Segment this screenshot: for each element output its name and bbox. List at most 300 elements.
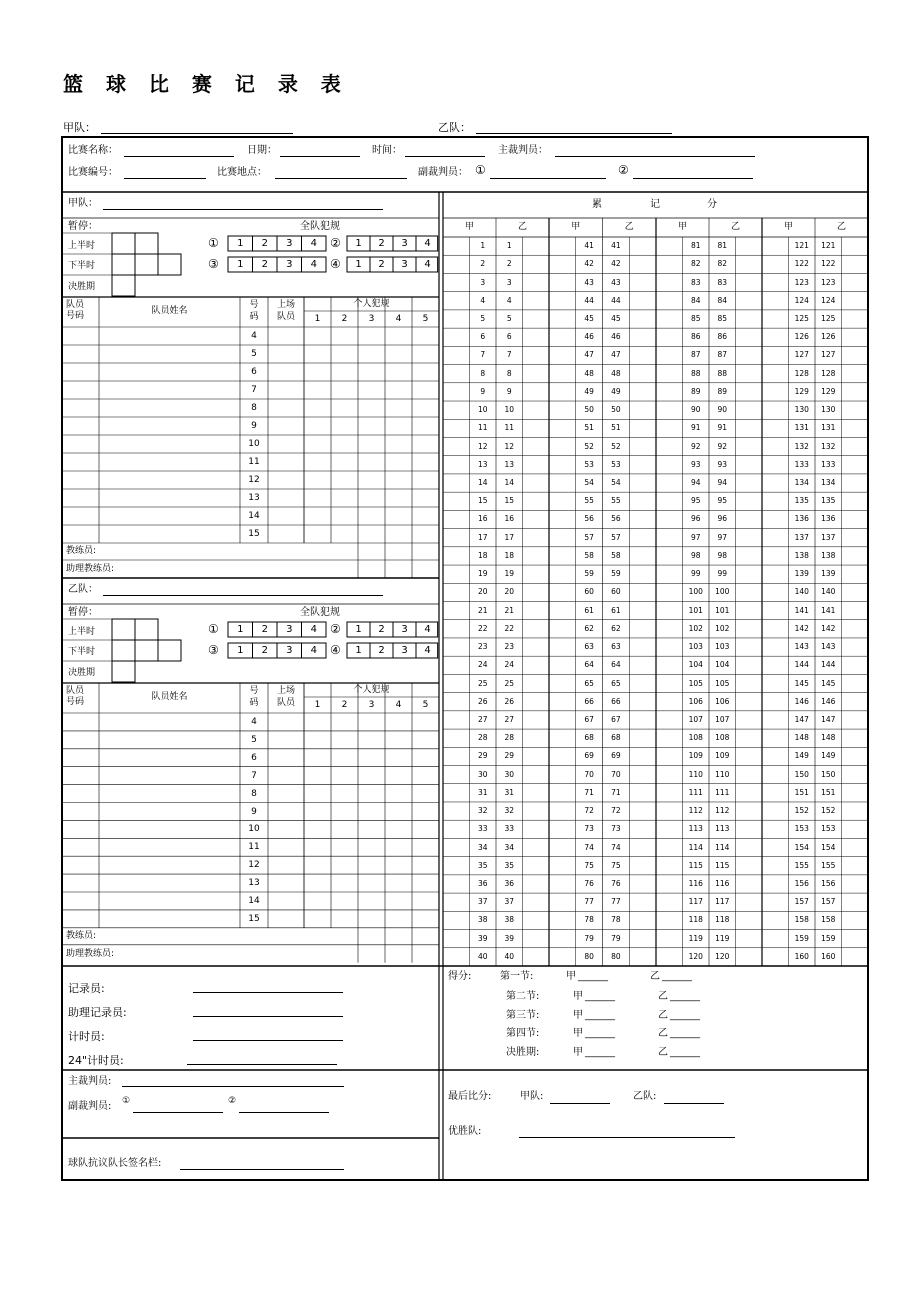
score-cell-b: 97 (717, 532, 728, 542)
score-cell-a: 117 (688, 897, 703, 907)
score-cell-a: 30 (477, 769, 488, 779)
score-cell-b: 6 (506, 332, 512, 342)
team-b-personal-foul-header: 2 (341, 700, 348, 710)
protest-signature-field[interactable] (180, 1169, 344, 1170)
score-cell-b: 127 (821, 350, 836, 360)
score-cell-a: 15 (477, 496, 488, 506)
team-a-team-foul-box: 2 (261, 259, 268, 270)
time-field[interactable] (405, 156, 485, 157)
score-cell-b: 67 (611, 714, 621, 724)
score-cell-b: 50 (611, 405, 621, 415)
shot-clock-field[interactable] (187, 1064, 337, 1065)
score-cell-b: 76 (611, 878, 621, 888)
score-cell-a: 113 (688, 824, 703, 834)
period-ot-team-a: 甲 (573, 1047, 583, 1058)
team-b-team-name-field[interactable] (103, 595, 383, 596)
score-cell-b: 45 (611, 314, 621, 323)
score-cell-b: 130 (821, 405, 836, 415)
score-cell-a: 133 (794, 459, 809, 469)
umpire-2-marker: ② (618, 163, 629, 177)
team-a-team-name-field[interactable] (103, 209, 383, 210)
team-a-player-number: 10 (248, 439, 260, 449)
score-cell-a: 136 (794, 514, 809, 524)
score-cell-a: 84 (690, 295, 701, 305)
score-cell-b: 44 (611, 295, 621, 305)
team-a-player-number: 11 (248, 457, 260, 467)
final-team-a-label: 甲队: (520, 1091, 544, 1102)
score-cell-b: 133 (821, 459, 836, 469)
game-no-label: 比赛编号： (68, 167, 118, 178)
score-cell-b: 111 (715, 787, 730, 797)
team-b-team-foul-box: 4 (424, 624, 431, 635)
team-a-second-half-label: 下半时 (68, 261, 96, 271)
score-cell-a: 95 (690, 496, 701, 506)
score-cell-a: 148 (794, 733, 809, 743)
period-p2-team-a: 甲 (573, 991, 583, 1002)
running-score-col-a: 甲 (783, 222, 793, 232)
period-p2-label: 第二节: (506, 991, 540, 1002)
score-cell-a: 90 (690, 405, 701, 415)
score-cell-b: 103 (715, 642, 730, 652)
period-p4-team-a: 甲 (573, 1028, 583, 1039)
score-periods-label: 得分: (448, 971, 472, 982)
team-b-team-foul-box: 4 (424, 645, 431, 656)
score-cell-a: 138 (794, 550, 809, 560)
team-b-team-fouls-label: 全队犯规 (300, 607, 340, 618)
team-b-player-number: 10 (248, 824, 260, 835)
score-cell-b: 36 (504, 878, 515, 888)
score-cell-b: 18 (504, 550, 515, 560)
period-p1-team-b: 乙 (650, 971, 660, 982)
team-b-team-foul-box: 2 (261, 645, 268, 656)
team-b-header-label: 乙队： (438, 121, 471, 134)
running-score-col-b: 乙 (836, 222, 846, 232)
score-cell-b: 34 (504, 842, 515, 852)
date-label: 日期： (247, 145, 277, 156)
score-cell-a: 98 (690, 550, 701, 560)
referee-label: 主裁判员： (498, 145, 548, 156)
score-cell-a: 35 (477, 860, 488, 870)
score-cell-a: 68 (584, 733, 594, 743)
team-b-team-foul-box: 1 (237, 624, 244, 635)
score-cell-a: 70 (584, 769, 594, 779)
umpire-1-field[interactable] (490, 178, 606, 179)
team-b-first-half-label: 上半时 (68, 627, 96, 637)
team-a-overtime-label: 决胜期 (68, 282, 96, 292)
score-cell-a: 75 (584, 860, 594, 870)
score-cell-b: 75 (611, 860, 621, 870)
umpire-2-field-bottom[interactable] (239, 1112, 329, 1113)
period-p3-team-a: 甲 (573, 1010, 583, 1021)
score-cell-a: 93 (690, 459, 701, 469)
team-a-col-num-label: 号 (249, 300, 259, 310)
umpire-1-marker: ① (475, 163, 486, 177)
team-a-col-on-label: 队员 (276, 312, 295, 322)
period-ot-team-b-field: ______ (670, 1047, 700, 1058)
score-cell-a: 147 (794, 714, 809, 724)
score-cell-b: 151 (821, 787, 836, 797)
score-cell-a: 34 (477, 842, 488, 852)
team-b-foul-quarter-marker: ① (208, 622, 219, 636)
score-cell-b: 112 (715, 806, 730, 816)
score-cell-b: 57 (611, 532, 621, 542)
score-cell-b: 114 (715, 842, 730, 852)
game-name-field[interactable] (124, 156, 234, 157)
score-cell-a: 108 (688, 733, 703, 743)
team-a-personal-foul-header: 5 (422, 314, 429, 324)
score-cell-a: 42 (584, 259, 594, 269)
score-cell-a: 111 (688, 787, 703, 797)
team-a-col-num-label: 码 (249, 312, 259, 322)
score-cell-b: 1 (506, 241, 512, 251)
team-b-team-foul-box: 2 (378, 645, 385, 656)
scorer-field[interactable] (193, 992, 343, 993)
score-cell-b: 86 (717, 332, 728, 342)
final-team-b-field[interactable] (664, 1103, 724, 1104)
score-cell-b: 16 (504, 514, 515, 524)
score-cell-b: 160 (821, 951, 836, 961)
umpire-label-bottom: 副裁判员: (68, 1101, 112, 1112)
score-cell-a: 80 (584, 951, 594, 961)
score-cell-b: 60 (611, 587, 621, 597)
game-no-field[interactable] (124, 178, 206, 179)
score-cell-a: 44 (584, 295, 594, 305)
score-cell-a: 128 (794, 368, 809, 378)
running-score-col-b: 乙 (517, 222, 527, 232)
team-a-team-label: 甲队： (68, 198, 98, 209)
score-cell-a: 53 (584, 459, 594, 469)
score-cell-b: 62 (611, 623, 621, 633)
score-cell-b: 74 (611, 842, 621, 852)
score-cell-b: 107 (715, 714, 730, 724)
team-b-col-fouls-label: 个人犯规 (353, 685, 390, 695)
running-score-col-a: 甲 (464, 222, 474, 232)
umpire-1-marker-bottom: ① (122, 1096, 131, 1106)
score-cell-a: 132 (794, 441, 809, 451)
score-cell-b: 48 (611, 368, 621, 378)
team-b-team-foul-box: 1 (355, 645, 362, 656)
score-cell-a: 123 (794, 277, 809, 287)
score-cell-b: 63 (611, 642, 621, 652)
score-cell-a: 79 (584, 933, 594, 943)
score-cell-b: 89 (717, 386, 728, 396)
score-cell-a: 102 (688, 623, 703, 633)
asst-scorer-label: 助理记录员: (68, 1006, 127, 1019)
grid-box (112, 661, 135, 682)
chief-referee-field[interactable] (122, 1086, 344, 1087)
team-b-team-foul-box: 3 (286, 645, 293, 656)
team-a-team-foul-box: 4 (310, 238, 317, 249)
team-b-col-num-label: 号 (249, 686, 259, 696)
team-a-player-number: 6 (251, 367, 257, 377)
score-cell-a: 140 (794, 587, 809, 597)
score-cell-b: 71 (611, 787, 621, 797)
score-cell-a: 45 (584, 314, 594, 323)
score-cell-a: 92 (690, 441, 701, 451)
chief-referee-label: 主裁判员: (68, 1076, 112, 1087)
score-cell-b: 58 (611, 550, 621, 560)
score-cell-b: 116 (715, 878, 730, 888)
team-a-col-no-label: 队员 (66, 300, 85, 310)
score-cell-a: 21 (477, 605, 488, 615)
score-cell-a: 129 (794, 386, 809, 396)
score-cell-b: 15 (504, 496, 515, 506)
score-cell-a: 114 (688, 842, 703, 852)
score-cell-a: 118 (688, 915, 703, 925)
score-cell-a: 16 (477, 514, 488, 524)
score-cell-a: 100 (688, 587, 703, 597)
score-cell-a: 14 (477, 478, 488, 488)
final-team-a-field[interactable] (550, 1103, 610, 1104)
score-cell-b: 142 (821, 623, 836, 633)
score-cell-b: 150 (821, 769, 836, 779)
score-cell-b: 154 (821, 842, 836, 852)
score-cell-a: 55 (584, 496, 594, 506)
score-cell-a: 67 (584, 714, 594, 724)
team-a-player-number: 5 (251, 349, 257, 359)
team-b-player-number: 9 (251, 806, 257, 817)
team-a-team-foul-box: 4 (310, 259, 317, 270)
umpire-label: 副裁判员： (418, 167, 468, 178)
team-a-coach-label: 教练员: (66, 546, 97, 556)
score-cell-b: 39 (504, 933, 515, 943)
score-cell-a: 69 (584, 751, 594, 761)
score-cell-b: 32 (504, 806, 515, 816)
score-cell-a: 104 (688, 660, 703, 670)
score-cell-b: 109 (715, 751, 730, 761)
asst-scorer-field[interactable] (193, 1016, 343, 1017)
score-cell-b: 73 (611, 824, 621, 834)
team-a-personal-foul-header: 1 (314, 314, 321, 324)
score-cell-a: 85 (690, 314, 701, 323)
team-b-timeout-label: 暂停： (68, 607, 98, 618)
score-cell-a: 97 (690, 532, 701, 542)
team-b-team-foul-box: 4 (310, 645, 317, 656)
score-cell-a: 48 (584, 368, 594, 378)
score-cell-a: 131 (794, 423, 809, 433)
score-cell-a: 4 (480, 295, 486, 305)
score-cell-a: 154 (794, 842, 809, 852)
score-cell-b: 24 (504, 660, 515, 670)
score-cell-a: 28 (477, 733, 488, 743)
score-cell-b: 140 (821, 587, 836, 597)
score-cell-a: 153 (794, 824, 809, 834)
score-cell-a: 58 (584, 550, 594, 560)
score-cell-a: 54 (584, 478, 594, 488)
team-b-player-number: 8 (251, 788, 257, 799)
score-cell-a: 91 (690, 423, 701, 433)
score-cell-b: 35 (504, 860, 515, 870)
team-a-team-foul-box: 1 (237, 259, 244, 270)
team-a-personal-foul-header: 3 (368, 314, 375, 324)
grid-box (62, 137, 868, 1180)
score-cell-b: 123 (821, 277, 836, 287)
team-a-player-number: 13 (248, 493, 260, 503)
score-cell-a: 112 (688, 806, 703, 816)
venue-field[interactable] (275, 178, 407, 179)
score-cell-b: 137 (821, 532, 836, 542)
score-cell-b: 82 (717, 259, 728, 269)
score-cell-a: 11 (477, 423, 488, 433)
score-cell-b: 70 (611, 769, 621, 779)
team-a-team-foul-box: 3 (286, 259, 293, 270)
score-cell-b: 121 (821, 241, 836, 251)
score-cell-a: 105 (688, 678, 703, 688)
score-cell-b: 147 (821, 714, 836, 724)
score-cell-b: 77 (611, 897, 621, 907)
score-cell-b: 69 (611, 751, 621, 761)
period-p3-label: 第三节: (506, 1010, 540, 1021)
score-cell-a: 72 (584, 806, 594, 816)
score-cell-a: 116 (688, 878, 703, 888)
umpire-1-field-bottom[interactable] (133, 1112, 223, 1113)
team-b-player-number: 7 (251, 770, 257, 781)
period-p1-team-b-field: ______ (662, 971, 692, 982)
grid-box (112, 254, 181, 275)
score-cell-b: 125 (821, 314, 836, 323)
score-cell-b: 28 (504, 733, 515, 743)
score-cell-a: 56 (584, 514, 594, 524)
score-cell-b: 117 (715, 897, 730, 907)
score-cell-b: 146 (821, 696, 836, 706)
team-a-team-foul-box: 4 (424, 238, 431, 249)
score-cell-b: 110 (715, 769, 730, 779)
date-field[interactable] (280, 156, 360, 157)
team-a-timeout-label: 暂停： (68, 221, 98, 232)
team-a-team-foul-box: 3 (286, 238, 293, 249)
score-cell-a: 13 (477, 459, 488, 469)
score-cell-b: 61 (611, 605, 621, 615)
team-a-foul-quarter-marker: ① (208, 236, 219, 250)
score-cell-b: 131 (821, 423, 836, 433)
team-b-team-foul-box: 2 (378, 624, 385, 635)
score-cell-b: 21 (504, 605, 515, 615)
score-cell-b: 30 (504, 769, 515, 779)
score-cell-b: 11 (504, 423, 515, 433)
team-b-second-half-label: 下半时 (68, 647, 96, 657)
score-cell-b: 79 (611, 933, 621, 943)
score-cell-b: 102 (715, 623, 730, 633)
umpire-2-marker-bottom: ② (228, 1096, 237, 1106)
score-cell-a: 41 (584, 241, 594, 251)
team-a-team-foul-box: 1 (355, 238, 362, 249)
team-b-foul-quarter-marker: ③ (208, 643, 219, 657)
score-cell-a: 65 (584, 678, 594, 688)
score-cell-b: 143 (821, 642, 836, 652)
score-cell-a: 60 (584, 587, 594, 597)
score-cell-b: 13 (504, 459, 515, 469)
umpire-2-field[interactable] (633, 178, 753, 179)
score-cell-b: 80 (611, 951, 621, 961)
score-cell-a: 156 (794, 878, 809, 888)
score-cell-a: 46 (584, 332, 594, 342)
winner-field[interactable] (519, 1137, 735, 1138)
score-cell-b: 64 (611, 660, 621, 670)
score-cell-a: 31 (477, 787, 488, 797)
period-p4-team-b: 乙 (658, 1028, 668, 1039)
score-cell-a: 121 (794, 241, 809, 251)
score-cell-b: 14 (504, 478, 515, 488)
score-cell-b: 51 (611, 423, 621, 433)
score-cell-a: 107 (688, 714, 703, 724)
running-score-title: 累 (592, 199, 602, 210)
score-cell-a: 139 (794, 569, 809, 579)
period-p3-team-b: 乙 (658, 1010, 668, 1021)
score-cell-a: 12 (477, 441, 488, 451)
score-cell-b: 23 (504, 642, 515, 652)
score-cell-a: 71 (584, 787, 594, 797)
score-cell-a: 6 (480, 332, 486, 342)
score-cell-b: 88 (717, 368, 728, 378)
score-cell-a: 61 (584, 605, 594, 615)
team-a-foul-quarter-marker: ② (330, 236, 341, 250)
score-cell-a: 74 (584, 842, 594, 852)
score-cell-a: 101 (688, 605, 703, 615)
score-cell-a: 94 (690, 478, 701, 488)
score-cell-b: 19 (504, 569, 515, 579)
period-p2-team-b-field: ______ (670, 991, 700, 1002)
score-cell-a: 151 (794, 787, 809, 797)
score-cell-a: 39 (477, 933, 488, 943)
team-b-team-foul-box: 3 (286, 624, 293, 635)
score-cell-b: 138 (821, 550, 836, 560)
score-cell-a: 40 (477, 951, 488, 961)
team-b-team-label: 乙队： (68, 584, 98, 595)
referee-field[interactable] (555, 156, 755, 157)
score-cell-b: 106 (715, 696, 730, 706)
team-a-foul-quarter-marker: ③ (208, 257, 219, 271)
score-cell-a: 89 (690, 386, 701, 396)
score-cell-a: 27 (477, 714, 488, 724)
shot-clock-label: 24"计时员: (68, 1054, 124, 1067)
score-cell-a: 141 (794, 605, 809, 615)
team-b-personal-foul-header: 5 (422, 700, 429, 710)
team-b-player-number: 5 (251, 734, 257, 745)
score-cell-b: 38 (504, 915, 515, 925)
team-a-col-fouls-label: 个人犯规 (353, 299, 390, 309)
team-b-player-number: 6 (251, 752, 257, 763)
score-cell-b: 126 (821, 332, 836, 342)
team-a-header-label: 甲队： (63, 121, 96, 134)
period-p3-team-b-field: ______ (670, 1010, 700, 1021)
score-cell-a: 125 (794, 314, 809, 323)
game-name-label: 比赛名称： (68, 145, 118, 156)
timer-field[interactable] (193, 1040, 343, 1041)
score-cell-b: 136 (821, 514, 836, 524)
score-cell-a: 20 (477, 587, 488, 597)
score-cell-a: 17 (477, 532, 488, 542)
team-b-team-foul-box: 2 (261, 624, 268, 635)
team-a-team-foul-box: 3 (401, 238, 408, 249)
score-cell-a: 126 (794, 332, 809, 342)
period-ot-team-b: 乙 (658, 1047, 668, 1058)
team-b-personal-foul-header: 1 (314, 700, 321, 710)
score-cell-b: 65 (611, 678, 621, 688)
score-cell-b: 135 (821, 496, 836, 506)
score-cell-a: 7 (480, 350, 486, 360)
score-cell-b: 120 (715, 951, 730, 961)
score-cell-b: 29 (504, 751, 515, 761)
score-cell-a: 23 (477, 642, 488, 652)
score-cell-a: 96 (690, 514, 701, 524)
team-a-player-number: 8 (251, 403, 257, 413)
period-ot-label: 决胜期: (506, 1047, 540, 1058)
score-cell-b: 148 (821, 733, 836, 743)
running-score-col-a: 甲 (677, 222, 687, 232)
protest-signature-label: 球队抗议队长签名栏: (68, 1158, 162, 1169)
team-b-player-number: 15 (248, 913, 260, 924)
score-cell-b: 108 (715, 733, 730, 743)
